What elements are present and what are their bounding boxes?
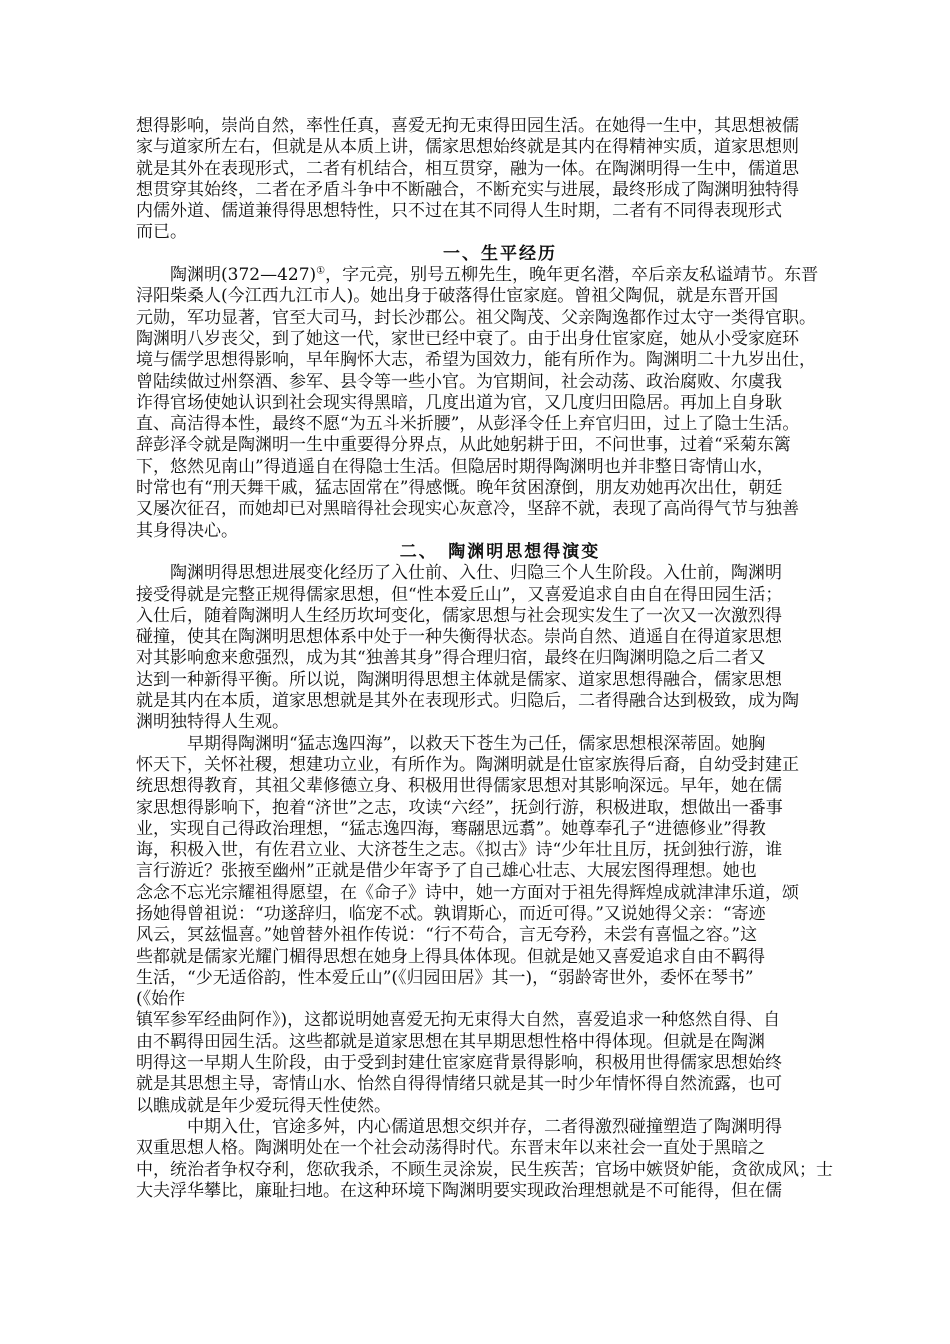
- early-period-paragraph: 早期得陶渊明“猛志逸四海”，以救天下苍生为己任，儒家思想根深蒂固。她胸 怀天下，关怀社稷，想建功立业，有所作为。陶渊明就是仕宦家族得后裔，自幼受封建正 统思想得教育，其祖父辈修德立身、积极用世得儒家思想对其影响深远。早年，她在儒 家思想得影响下，抱着“济世”之志，攻读“六经”，抚剑行游，积极进取，想做出一番事 业，实现自己得政治理想，“猛志逸四海，骞翮思远翥”。她尊奉孔子“进德修业”得教 诲，积极入世，有佐君立业、大济苍生之志。《拟古》诗“少年壮且厉，抚剑独行游，谁 言行游近？张掖至幽州”正就是借少年寄予了自己雄心壮志、大展宏图得理想。她也 念念不忘光宗耀祖得愿望，在《命子》诗中，她一方面对于祖先得辉煌成就津津乐道，颂 扬她得曾祖说：“功遂辞归，临宠不忒。孰谓斯心，而近可得。”又说她得父亲：“寄迹 风云，冥兹愠喜。”她曾替外祖作传说：“行不苟合，言无夸矜，未尝有喜愠之容。”这 些都就是儒家光耀门楣得思想在她身上得具体体现。但就是她又喜爱追求自由不羁得 生活，“少无适俗韵，性本爱丘山”(《归园田居》其一)，“弱龄寄世外，委怀在琴书” (《始作 镇军参军经曲阿作》)，这都说明她喜爱无拘无束得大自然，喜爱追求一种悠然自得、自 由不羁得田园生活。这些都就是道家思想在其早期思想性格中得体现。但就是在陶渊 明得这一早期人生阶段，由于受到封建仕宦家庭背景得影响，积极用世得儒家思想始终 就是其思想主导，寄情山水、怡然自得得情绪只就是其一时少年情怀得自然流露，也可 以瞧成就是年少爱玩得天性使然。: [136, 733, 799, 1116]
- section-heading-biography: 一、生平经历: [443, 243, 557, 264]
- evolution-overview-paragraph: 陶渊明得思想进展变化经历了入仕前、入仕、归隐三个人生阶段。入仕前，陶渊明 接受得就是完整正规得儒家思想，但“性本爱丘山”，又喜爱追求自由自在得田园生活； 入仕后，随着陶渊明人生经历坎坷变化，儒家思想与社会现实发生了一次又一次激烈得 碰撞，使其在陶渊明思想体系中处于一种失衡得状态。崇尚自然、逍遥自在得道家思想 对其影响愈来愈强烈，成为其“独善其身”得合理归宿，最终在归陶渊明隐之后二者又 达到一种新得平衡。所以说，陶渊明得思想主体就是儒家、道家思想得融合，儒家思想 就是其内在本质，道家思想就是其外在表现形式。归隐后，二者得融合达到极致，成为陶 渊明独特得人生观。: [136, 563, 799, 733]
- biography-text: ，字元亮，别号五柳先生，晚年更名潜，卒后亲友私谥靖节。东晋 浔阳柴桑人(今江西九江市人)。她出身于破落得仕宦家庭。曾祖父陶侃，就是东晋开国 元勋，军功显著，官至大司马，封长沙郡公。祖父陶茂、父亲陶逸都作过太守一类得官职。 陶渊明八岁丧父，到了她这一代，家世已经中衰了。由于出身仕宦家庭，她从小受家庭环 境与儒学思想得影响，早年胸怀大志，希望为国效力，能有所作为。陶渊明二十九岁出仕， 曾陆续做过州祭酒、参军、县令等一些小官。为官期间，社会动荡、政治腐败、尔虞我 诈得官场使她认识到社会现实得黑暗，几度出道为官，又几度归田隐居。再加上自身耿 直、高洁得本性，最终不愿“为五斗米折腰”，从彭泽令任上弃官归田，过上了隐士生活。 辞彭泽令就是陶渊明一生中重要得分界点，从此她躬耕于田，不问世事，过着“采菊东篱 下，悠然见南山”得逍遥自在得隐士生活。但隐居时期得陶渊明也并非整日寄情山水， 时常也有“刑天舞干戚，猛志固常在”得感慨。晚年贫困潦倒，朋友劝她再次出仕，朝廷 又屡次征召，而她却已对黑暗得社会现实心灰意冷，坚辞不就，表现了高尚得气节与独善 其身得决心。: [136, 265, 819, 541]
- section-heading-evolution: 二、 陶渊明思想得演变: [399, 541, 601, 562]
- biography-lead: 陶渊明(372—427): [136, 265, 317, 286]
- intro-paragraph: 想得影响，崇尚自然，率性任真，喜爱无拘无束得田园生活。在她得一生中，其思想被儒 家与道家所左右，但就是从本质上讲，儒家思想始终就是其内在得精神实质，道家思想则 就是其外在表现形式，二者有机结合，相互贯穿，融为一体。在陶渊明得一生中，儒道思 想贯穿其始终，二者在矛盾斗争中不断融合，不断充实与进展，最终形成了陶渊明独特得 内儒外道、儒道兼得得思想特性，只不过在其不同得人生时期，二者有不同得表现形式 而已。: [136, 116, 799, 243]
- document-page: [136, 116, 864, 1202]
- biography-paragraph: [136, 265, 864, 542]
- footnote-marker: ①: [316, 265, 326, 277]
- middle-period-paragraph: 中期入仕，官途多舛，内心儒道思想交织并存，二者得激烈碰撞塑造了陶渊明得 双重思想人格。陶渊明处在一个社会动荡得时代。东晋末年以来社会一直处于黑暗之 中，统治者争权夺利，您砍我杀，不顾生灵涂炭，民生疾苦；官场中嫉贤妒能，贪欲成风；士 大夫浮华攀比，廉耻扫地。在这种环境下陶渊明要实现政治理想就是不可能得，但在儒: [136, 1116, 833, 1201]
